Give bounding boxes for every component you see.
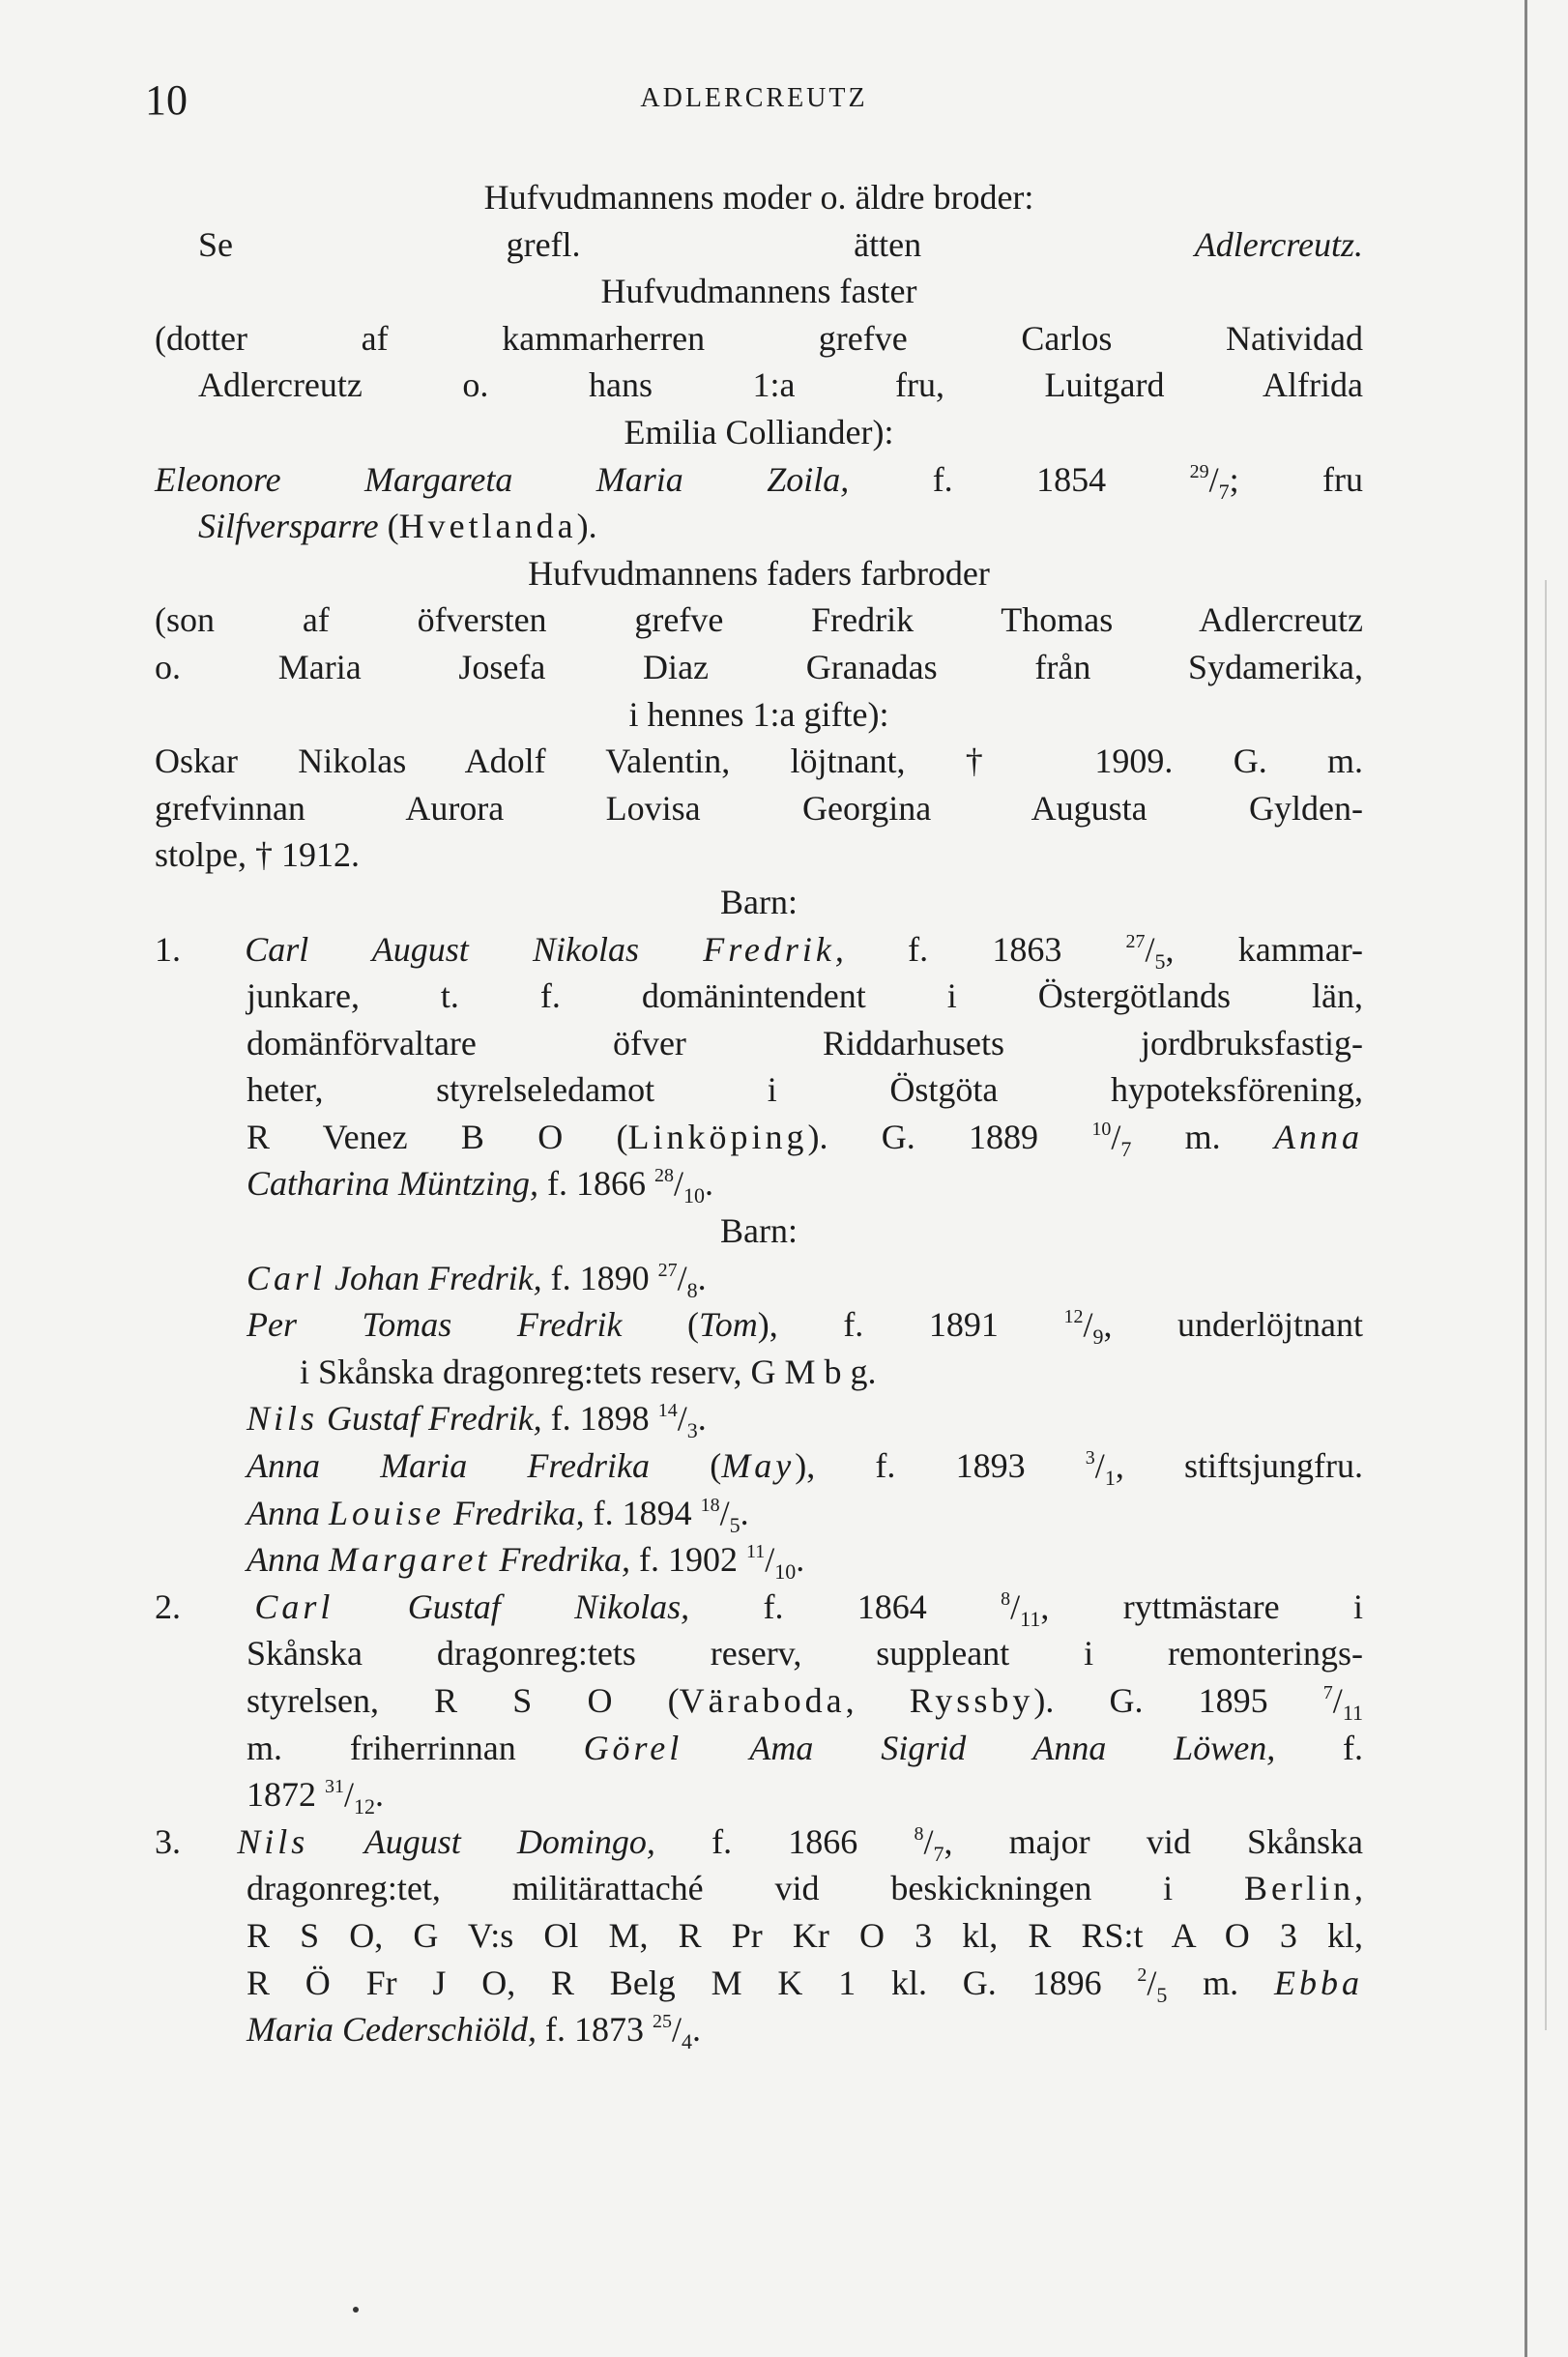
text-line: stolpe, † 1912. [155,835,360,875]
text-line: (son af öfversten grefve Fredrik Thomas Adlercreutz [155,600,1363,640]
text-line: i hennes 1:a gifte): [628,694,889,734]
text-line: Carl Johan Fredrik, f. 1890 $^{27}/_8$. [247,1258,707,1302]
page-header [145,75,1363,133]
page-edge-shadow [1545,580,1547,2030]
text-line: dragonreg:tet, militärattaché vid beskickningen i Berlin, [247,1869,1363,1908]
text-line: (dotter af kammarherren grefve Carlos Natividad [155,318,1363,358]
text-line: Barn: [720,882,798,921]
text-line: Anna Louise Fredrika, f. 1894 $^{18}/_5$. [247,1493,749,1537]
text-line: grefvinnan Aurora Lovisa Georgina Augusta Gylden- [155,788,1363,828]
text-line: Skånska dragonreg:tets reserv, suppleant i remonterings- [247,1634,1363,1673]
genealogy-text [155,174,1363,2053]
text-line: Hufvudmannens moder o. äldre broder: [483,178,1034,217]
text-line: 2. Carl Gustaf Nikolas, f. 1864 $^8/_{11}$, ryttmästare i [155,1586,1363,1631]
running-title: ADLERCREUTZ [640,83,868,113]
text-line: i Skånska dragonreg:tets reserv, G M b g. [300,1352,877,1391]
text-line: Anna Maria Fredrika (May), f. 1893 $^3/_1$, stiftsjungfru. [247,1446,1364,1491]
text-line: Eleonore Margareta Maria Zoila, f. 1854 $^{29}/_7$; fru [155,459,1363,504]
text-line: Barn: [720,1211,798,1251]
text-line: 1872 $^{31}/_{12}$. [247,1775,385,1819]
text-line: R Venez B O (Linköping). G. 1889 $^{10}/_7$ m. Anna [247,1117,1363,1162]
page-number: 10 [145,76,188,124]
text-line: Adlercreutz o. hans 1:a fru, Luitgard Alfrida [198,365,1363,405]
text-line: o. Maria Josefa Diaz Granadas från Sydamerika, [155,647,1363,686]
text-line: styrelsen, R S O (Väraboda, Ryssby). G. 1895 $^7/_{11}$ [247,1681,1363,1726]
text-line: Emilia Colliander): [624,412,894,451]
text-line: Hufvudmannens faster [600,272,917,311]
text-line: Catharina Müntzing, f. 1866 $^{28}/_{10}$. [247,1164,714,1208]
text-line: Oskar Nikolas Adolf Valentin, löjtnant, † 1909. G. m. [155,742,1363,781]
text-line: Anna Margaret Fredrika, f. 1902 $^{11}/_{10}$. [247,1540,805,1585]
text-line: domänförvaltare öfver Riddarhusets jordbruksfastig- [247,1023,1363,1062]
text-line: 1. Carl August Nikolas Fredrik, f. 1863 $^{27}/_5$, kammar- [155,929,1363,974]
text-line: Nils Gustaf Fredrik, f. 1898 $^{14}/_3$. [247,1399,707,1443]
ink-dot [353,2307,359,2313]
text-line: 3. Nils August Domingo, f. 1866 $^8/_7$, major vid Skånska [155,1821,1363,1866]
text-line: Hufvudmannens faders farbroder [528,553,990,593]
text-line: heter, styrelseledamot i Östgöta hypoteksförening, [247,1070,1363,1110]
text-line: m. friherrinnan Görel Ama Sigrid Anna Löwen, f. [247,1728,1364,1767]
text-line: R S O, G V:s Ol M, R Pr Kr O 3 kl, R RS:t A O 3 kl, [247,1915,1363,1955]
text-line: Maria Cederschiöld, f. 1873 $^{25}/_4$. [247,2010,701,2054]
text-line: Se grefl. ätten Adlercreutz. [198,224,1363,264]
page-edge-line [1524,0,1527,2357]
text-line: junkare, t. f. domänintendent i Östergötlands län, [247,976,1363,1016]
text-line: R Ö Fr J O, R Belg M K 1 kl. G. 1896 $^2/_5$ m. Ebba [247,1963,1363,2007]
text-line: Per Tomas Fredrik (Tom), f. 1891 $^{12}/_9$, underlöjtnant [247,1305,1363,1350]
text-line: Silfversparre (Hvetlanda). [198,507,597,546]
